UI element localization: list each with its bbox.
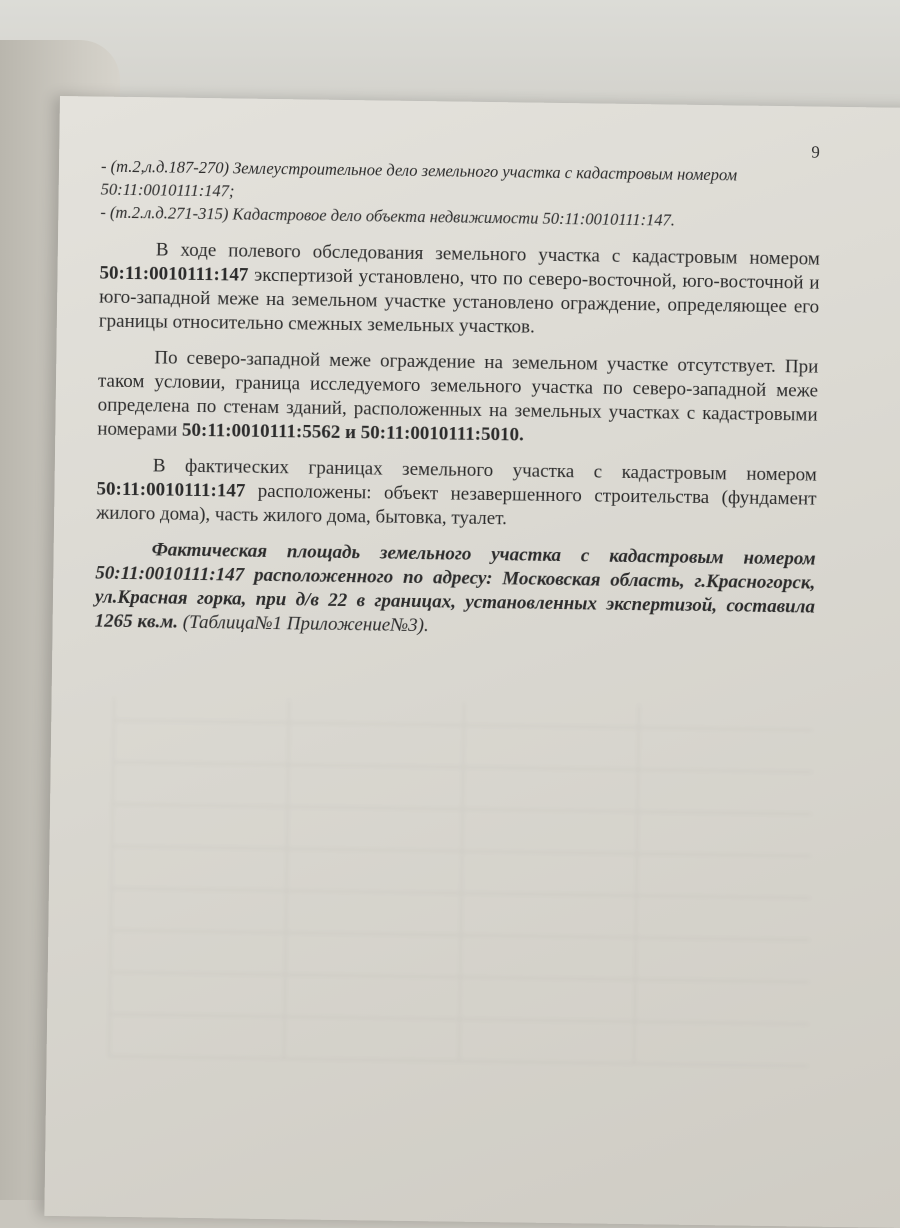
paragraph-northwest-border — [97, 346, 818, 452]
appendix-reference: (Таблица№1 Приложение№3). — [177, 611, 429, 637]
paragraph-actual-boundaries — [96, 454, 817, 536]
cadastral-numbers: 50:11:0010111:5562 и 50:11:0010111:5010. — [181, 419, 524, 446]
reference-item: - (т.2.л.д.271-315) Кадастровое дело объекта недвижимости 50:11:0010111:147. — [100, 202, 676, 230]
paragraph-text: В ходе полевого обследования земельного участка с кадастровым номером — [155, 239, 820, 270]
document-page — [44, 96, 900, 1228]
paragraph-text: В фактических границах земельного участка с кадастровым номером — [152, 455, 817, 486]
area-statement: Фактическая площадь земельного участка с кадастровым номером 50:11:0010111:147 расположенного по адресу: Московская область, г.Красногорск, ул.Красная горка, при д/в 22 в границах, установленных экспертизой, составила 1265 кв.м. — [94, 539, 816, 633]
paragraph-actual-area — [94, 538, 815, 644]
cadastral-number: 50:11:0010111:147 — [99, 262, 249, 286]
reference-item: - (т.2,л.д.187-270) Землеустроительное дело земельного участка с кадастровым номером 50:11:0010111:147; — [100, 156, 738, 201]
paragraph-field-survey — [99, 238, 820, 344]
reference-list — [100, 155, 821, 234]
background-wall — [0, 0, 900, 110]
bleed-through-table — [109, 697, 814, 1067]
paragraph-text: экспертизой установлено, что по северо-восточной, юго-восточной и юго-западной меже на земельном участке установлено ограждение, определяющее его границы относительно смежных земельных участков. — [98, 264, 820, 338]
page-body — [94, 133, 821, 656]
paragraph-text: По северо-западной меже ограждение на земельном участке отсутствует. При таком условии, граница исследуемого земельного участка по северо-западной меже определена по стенам зданий, расположенных на земельных участках с кадастровыми номерами — [97, 347, 819, 441]
page-number: 9 — [811, 142, 820, 162]
cadastral-number: 50:11:0010111:147 — [96, 478, 246, 502]
paragraph-text: расположены: объект незавершенного строительства (фундамент жилого дома), часть жилого дома, бытовка, туалет. — [96, 480, 817, 530]
